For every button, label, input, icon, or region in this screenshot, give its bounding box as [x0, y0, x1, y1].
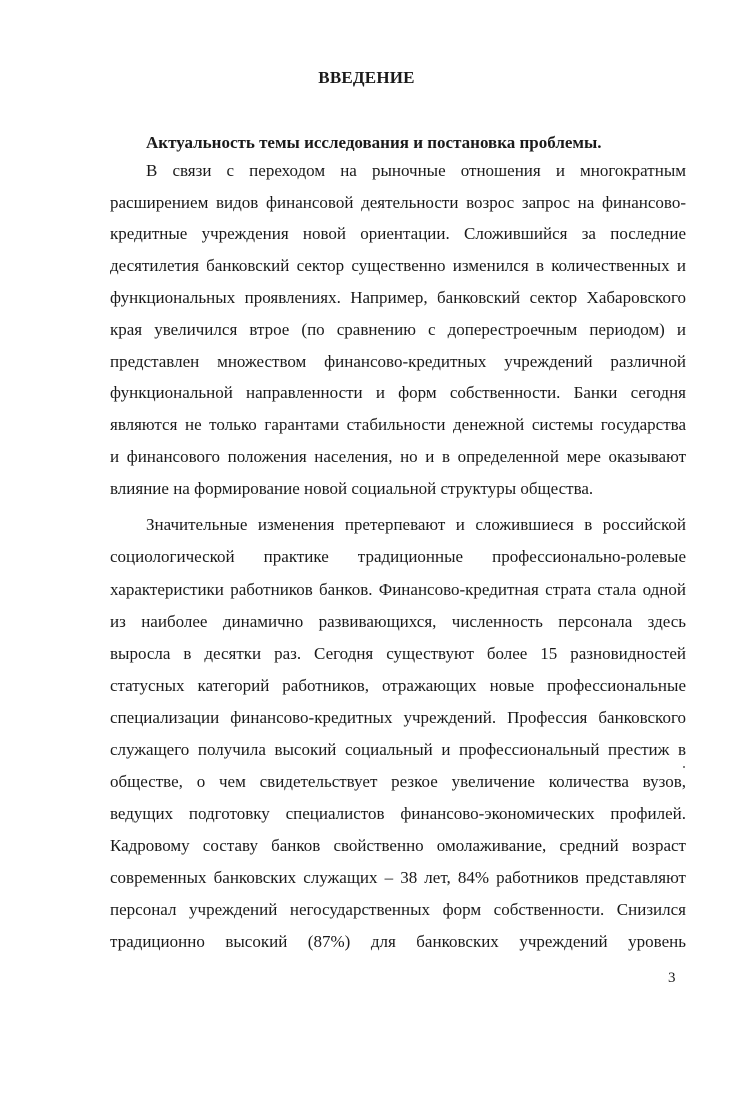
paragraph-1-line: функциональной направленности и форм собственности. Банки сегодня	[110, 383, 686, 402]
paragraph-2-line: обществе, о чем свидетельствует резкое увеличение количества вузов,	[110, 772, 686, 791]
paragraph-1-line: десятилетия банковский сектор существенно изменился в количественных и	[110, 256, 686, 275]
section-subheading: Актуальность темы исследования и постановка проблемы.	[146, 133, 602, 152]
paragraph-1-line: кредитные учреждения новой ориентации. Сложившийся за последние	[110, 224, 686, 243]
paragraph-1-line: являются не только гарантами стабильности денежной системы государства	[110, 415, 686, 434]
paragraph-1-line: влияние на формирование новой социальной структуры общества.	[110, 479, 594, 498]
paragraph-1-line: края увеличился втрое (по сравнению с доперестроечным периодом) и	[110, 320, 686, 339]
paragraph-1-line: функциональных проявлениях. Например, банковский сектор Хабаровского	[110, 288, 686, 307]
paragraph-2-line: статусных категорий работников, отражающих новые профессиональные	[110, 676, 686, 695]
paragraph-1-line: представлен множеством финансово-кредитных учреждений различной	[110, 352, 686, 371]
paragraph-2-line: специализации финансово-кредитных учреждений. Профессия банковского	[110, 708, 686, 727]
paragraph-2-line: Кадровому составу банков свойственно омолаживание, средний возраст	[110, 836, 686, 855]
scan-speck	[683, 766, 685, 768]
page-title: ВВЕДЕНИЕ	[318, 68, 415, 87]
paragraph-2-line: современных банковских служащих – 38 лет, 84% работников представляют	[110, 868, 686, 887]
paragraph-2-line: традиционно высокий (87%) для банковских учреждений уровень	[110, 932, 686, 951]
paragraph-2-line: выросла в десятки раз. Сегодня существуют более 15 разновидностей	[110, 644, 686, 663]
paragraph-2-line: характеристики работников банков. Финансово-кредитная страта стала одной	[110, 580, 686, 599]
paragraph-2-line: персонал учреждений негосударственных форм собственности. Снизился	[110, 900, 686, 919]
paragraph-2-line: социологической практике традиционные профессионально-ролевые	[110, 547, 686, 566]
paragraph-1-line: и финансового положения населения, но и в определенной мере оказывают	[110, 447, 686, 466]
paragraph-1-line: расширением видов финансовой деятельности возрос запрос на финансово-	[110, 193, 686, 212]
page-number: 3	[668, 970, 676, 986]
paragraph-2-line: служащего получила высокий социальный и профессиональный престиж в	[110, 740, 686, 759]
paragraph-2-line: ведущих подготовку специалистов финансово-экономических профилей.	[110, 804, 686, 823]
paragraph-2-line: из наиболее динамично развивающихся, численность персонала здесь	[110, 612, 686, 631]
paragraph-2-line: Значительные изменения претерпевают и сложившиеся в российской	[146, 515, 686, 534]
paragraph-1-line: В связи с переходом на рыночные отношения и многократным	[146, 161, 686, 180]
